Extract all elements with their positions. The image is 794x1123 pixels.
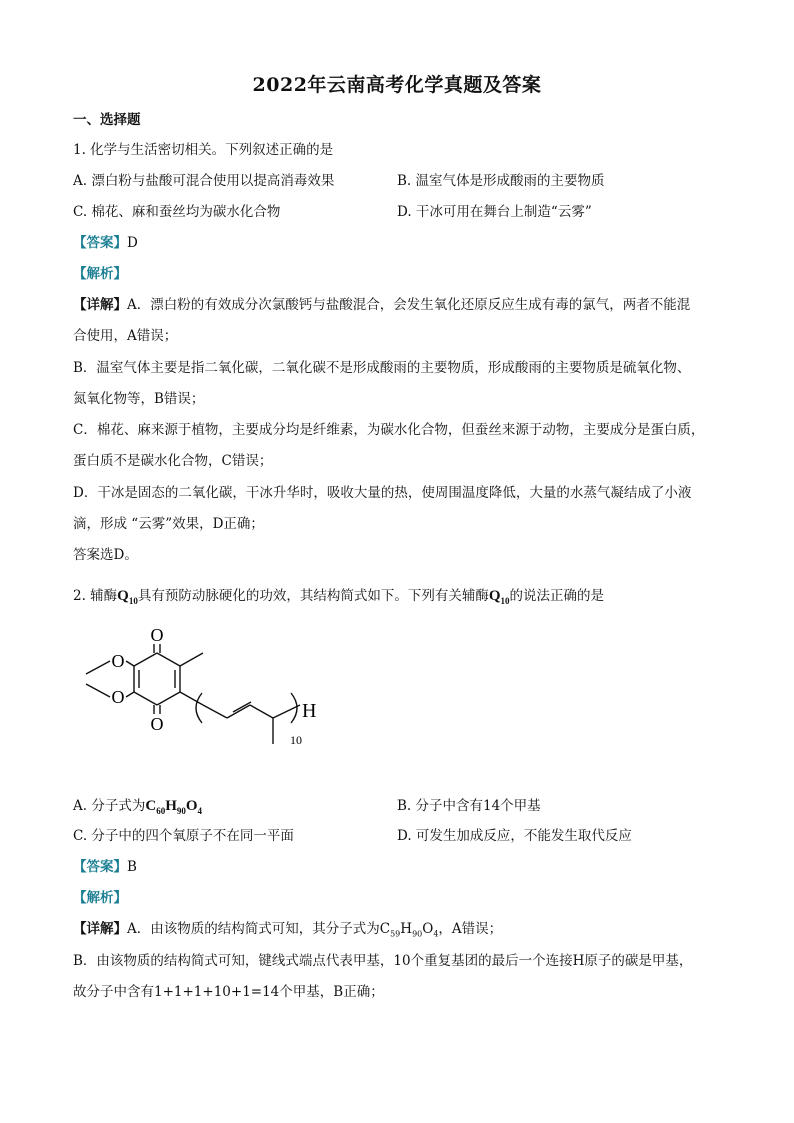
oxygen-top-label: O	[150, 625, 164, 645]
q1-answer	[73, 233, 138, 253]
q1-detail-line: 滴，形成 “云雾”效果，D正确；	[73, 516, 264, 532]
q1-option-b: B. 温室气体是形成酸雨的主要物质	[397, 173, 605, 189]
q2-detail-line: 故分子中含有1+1+1+10+1=14个甲基，B正确；	[73, 984, 384, 1000]
oxygen-bottom-label: O	[150, 714, 164, 734]
q1-detail-line: 答案选D。	[73, 547, 138, 563]
molecular-formula: $C_{59}H_{90}O_4$	[379, 921, 439, 939]
molecular-formula: $C_{60}H_{90}O_4$	[145, 798, 203, 816]
coenzyme-q10-structure	[70, 620, 340, 780]
q1-analysis-tag: 【解析】	[73, 266, 127, 282]
repeat-count-label: 10	[290, 733, 302, 747]
answer-value: D	[127, 235, 138, 251]
q2-analysis-tag: 【解析】	[73, 890, 127, 906]
q2-option-c: C. 分子中的四个氧原子不在同一平面	[73, 828, 294, 844]
q2-stem: 2. 辅酶$Q_{10}$具有预防动脉硬化的功效，其结构简式如下。下列有关辅酶$Q_{10}$的说法正确的是	[73, 588, 605, 606]
oxygen-methoxy-label: O	[111, 651, 125, 671]
detail-tag: 【详解】	[73, 921, 127, 937]
q1-detail-line: B．温室气体主要是指二氧化碳，二氧化碳不是形成酸雨的主要物质，形成酸雨的主要物质是硫氧化物、	[73, 360, 691, 376]
detail-tag: 【详解】	[73, 297, 127, 313]
q2-option-b: B. 分子中含有14个甲基	[397, 798, 541, 814]
q10-formula: $Q_{10}$	[117, 588, 138, 606]
q1-detail-line: C．棉花、麻来源于植物，主要成分均是纤维素，为碳水化合物，但蚕丝来源于动物，主要成分是蛋白质，	[73, 422, 705, 438]
hydrogen-label: H	[302, 700, 317, 722]
q1-stem: 1. 化学与生活密切相关。下列叙述正确的是	[73, 142, 334, 158]
q1-detail-line: 合使用，A错误；	[73, 328, 178, 344]
answer-tag: 【答案】	[73, 859, 127, 875]
q1-option-a: A. 漂白粉与盐酸可混合使用以提高消毒效果	[73, 173, 335, 189]
q2-detail-line: B．由该物质的结构简式可知，键线式端点代表甲基，10个重复基团的最后一个连接H原子的碳是甲基，	[73, 953, 693, 969]
q1-option-d: D. 干冰可用在舞台上制造“云雾”	[397, 204, 592, 220]
q1-detail-line: 氮氧化物等，B错误；	[73, 391, 205, 407]
detail-text: A．漂白粉的有效成分次氯酸钙与盐酸混合，会发生氧化还原反应生成有毒的氯气，两者不能混	[127, 297, 691, 313]
page-title: 2022年云南高考化学真题及答案	[252, 74, 542, 96]
oxygen-methoxy-label: O	[111, 687, 125, 707]
q10-formula: $Q_{10}$	[488, 588, 510, 606]
q2-option-d: D. 可发生加成反应，不能发生取代反应	[397, 828, 632, 844]
q2-option-a: A. 分子式为$C_{60}H_{90}O_4$	[73, 798, 203, 816]
q2-answer	[73, 857, 137, 877]
q1-option-c: C. 棉花、麻和蚕丝均为碳水化合物	[73, 204, 281, 220]
q2-detail-line: 【详解】A．由该物质的结构简式可知，其分子式为$C_{59}H_{90}O_4$，A错误；	[73, 921, 503, 939]
answer-tag: 【答案】	[73, 235, 127, 251]
answer-value: B	[127, 859, 137, 875]
q1-detail-line: D．干冰是固态的二氧化碳，干冰升华时，吸收大量的热，使周围温度降低，大量的水蒸气凝结成了小液	[73, 485, 692, 501]
q1-detail-line: 蛋白质不是碳水化合物，C错误；	[73, 453, 273, 469]
section-heading: 一、选择题	[73, 112, 141, 128]
q1-detail-line	[73, 295, 690, 315]
